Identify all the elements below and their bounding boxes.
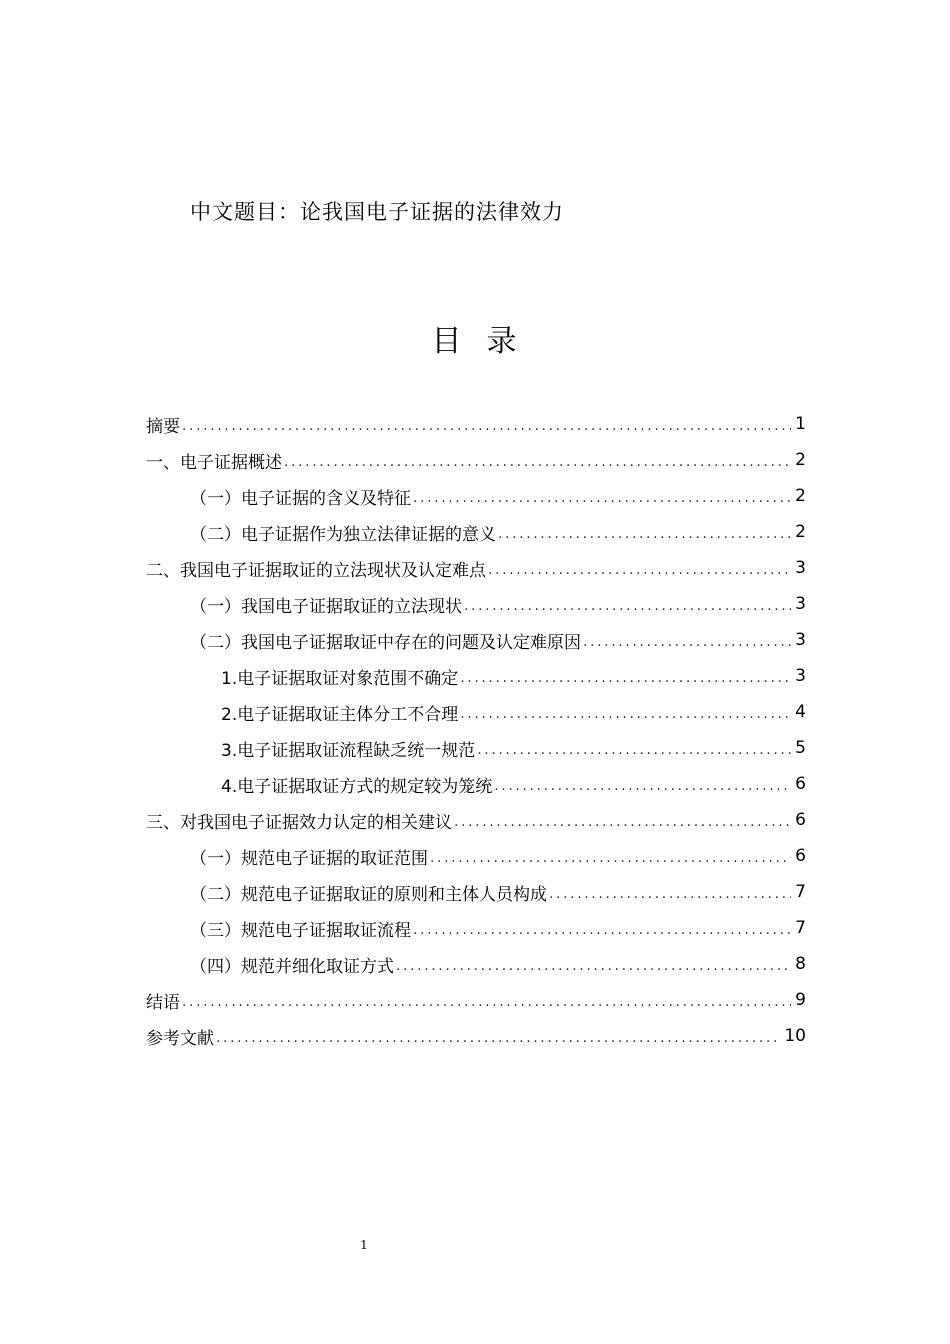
dot-leader (411, 922, 791, 938)
toc-entry-section-1-2[interactable] (190, 514, 806, 550)
toc-entry-text: （四）规范并细化取证方式 (190, 956, 394, 977)
toc-entry-section-2-2[interactable] (190, 622, 806, 658)
dot-leader (458, 706, 791, 722)
toc-entry-section-2-2-2[interactable] (221, 694, 806, 730)
toc-entry-text: （二）规范电子证据取证的原则和主体人员构成 (190, 884, 547, 905)
toc-heading: 目 录 (431, 324, 519, 359)
toc-entry-text: （三）规范电子证据取证流程 (190, 920, 411, 941)
toc-page-number: 10 (784, 1026, 806, 1046)
dot-leader (547, 886, 791, 902)
toc-page-number: 3 (795, 594, 806, 614)
toc-page-number: 3 (795, 666, 806, 686)
toc-entry-text: 3.电子证据取证流程缺乏统一规范 (221, 740, 476, 761)
toc-page-number: 2 (795, 522, 806, 542)
dot-leader (180, 994, 791, 1010)
toc-entry-section-2-1[interactable] (190, 586, 806, 622)
toc-entry-section-3-3[interactable] (190, 910, 806, 946)
toc-page-number: 7 (795, 918, 806, 938)
toc-entry-section-2-2-1[interactable] (221, 658, 806, 694)
dot-leader (428, 850, 791, 866)
toc-entry-text: 摘要 (146, 416, 180, 437)
toc-entry-section-1[interactable] (146, 442, 806, 478)
dot-leader (496, 526, 791, 542)
dot-leader (282, 454, 791, 470)
toc-entry-text: 参考文献 (146, 1028, 214, 1049)
dot-leader (475, 742, 791, 758)
toc-page-number: 5 (795, 738, 806, 758)
dot-leader (411, 490, 791, 506)
toc-entry-text: （一）电子证据的含义及特征 (190, 488, 411, 509)
toc-page-number: 8 (795, 954, 806, 974)
dot-leader (492, 778, 791, 794)
dot-leader (458, 670, 791, 686)
toc-page-number: 3 (795, 630, 806, 650)
dot-leader (581, 634, 791, 650)
toc-entry-section-2[interactable] (146, 550, 806, 586)
toc-entry-text: 1.电子证据取证对象范围不确定 (221, 668, 459, 689)
toc-entry-text: 一、电子证据概述 (146, 452, 282, 473)
toc-page-number: 9 (795, 990, 806, 1010)
toc-entry-text: 三、对我国电子证据效力认定的相关建议 (146, 812, 452, 833)
toc-entry-text: （一）规范电子证据的取证范围 (190, 848, 428, 869)
toc-entry-section-2-2-4[interactable] (221, 766, 806, 802)
toc-entry-section-1-1[interactable] (190, 478, 806, 514)
toc-entry-text: （二）电子证据作为独立法律证据的意义 (190, 524, 496, 545)
toc-entry-text: 结语 (146, 992, 180, 1013)
dot-leader (394, 958, 791, 974)
footer-page-number: 1 (360, 1238, 368, 1252)
toc-entry-text: 2.电子证据取证主体分工不合理 (221, 704, 459, 725)
toc-entry-text: （一）我国电子证据取证的立法现状 (190, 596, 462, 617)
toc-entry-section-3[interactable] (146, 802, 806, 838)
toc-entry-text: 4.电子证据取证方式的规定较为笼统 (221, 776, 493, 797)
dot-leader (180, 418, 791, 434)
toc-entry-conclusion[interactable] (146, 982, 806, 1018)
dot-leader (462, 598, 791, 614)
toc-page-number: 1 (795, 414, 806, 434)
toc-page-number: 3 (795, 558, 806, 578)
toc-page-number: 6 (795, 774, 806, 794)
toc-entry-section-3-4[interactable] (190, 946, 806, 982)
toc-page-number: 2 (795, 450, 806, 470)
toc-entry-abstract[interactable] (146, 406, 806, 442)
dot-leader (214, 1030, 780, 1046)
toc-entry-section-3-1[interactable] (190, 838, 806, 874)
table-of-contents (0, 406, 950, 1056)
toc-page-number: 2 (795, 486, 806, 506)
toc-entry-section-3-2[interactable] (190, 874, 806, 910)
toc-page-number: 4 (795, 702, 806, 722)
chinese-title: 中文题目：论我国电子证据的法律效力 (190, 200, 564, 224)
toc-entry-section-2-2-3[interactable] (221, 730, 806, 766)
dot-leader (452, 814, 791, 830)
toc-entry-references[interactable] (146, 1018, 806, 1054)
dot-leader (486, 562, 791, 578)
toc-entry-text: 二、我国电子证据取证的立法现状及认定难点 (146, 560, 486, 581)
toc-page-number: 7 (795, 882, 806, 902)
toc-page-number: 6 (795, 846, 806, 866)
toc-entry-text: （二）我国电子证据取证中存在的问题及认定难原因 (190, 632, 581, 653)
toc-page-number: 6 (795, 810, 806, 830)
